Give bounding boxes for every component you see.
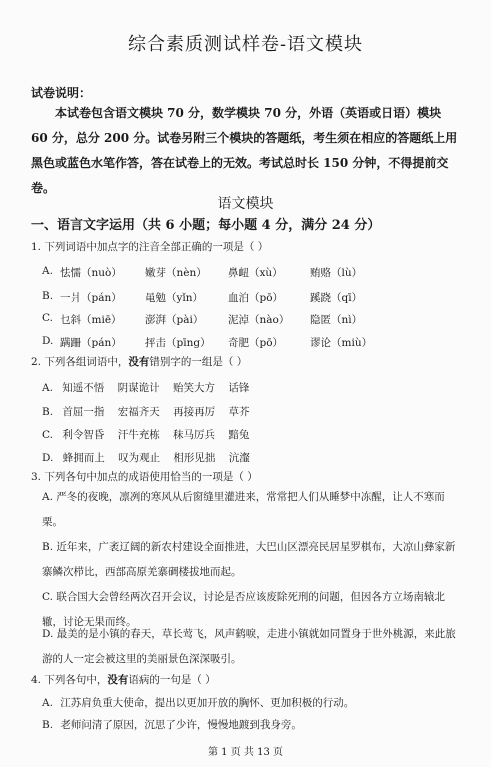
option-item: 嫩芽（nèn）: [145, 267, 207, 279]
question-4-option-b: [42, 717, 302, 732]
stem-emphasis: 没有: [128, 356, 150, 368]
question-4-stem: [31, 673, 216, 687]
option-item: 乜斜（miē）: [60, 314, 122, 326]
question-2-option-c: [42, 427, 249, 442]
question-3-option-d: [42, 622, 462, 672]
option-item: 贿赂（lù）: [310, 267, 363, 279]
option-item: 怯懦（nuò）: [60, 267, 122, 279]
option-item: 谬论（miù）: [310, 337, 373, 349]
option-text: 蜂拥而上 叹为观止 相形见拙 沆瀣: [62, 452, 250, 464]
part-title: 一、语言文字运用（共 6 小题；每小题 4 分，满分 24 分）: [31, 218, 381, 233]
option-text: 利令智昏 汗牛充栋 秣马厉兵 黯兔: [62, 429, 250, 441]
option-text: 江苏肩负重大使命，提出以更加开放的胸怀、更加积极的行动。: [60, 697, 355, 709]
option-text: 老师问清了原因，沉思了少许，慢慢地踱到我身旁。: [60, 719, 302, 731]
option-letter: D.: [42, 452, 54, 464]
stem-text: 2. 下列各组词语中，: [31, 356, 129, 368]
stem-text: 语病的一句是（ ）: [128, 674, 216, 686]
exam-note-label: 试卷说明：: [31, 86, 92, 100]
section-title: 语文模块: [217, 196, 274, 212]
option-text: 首屈一指 宏福齐天 再接再厉 草芥: [62, 406, 250, 418]
option-letter: A.: [42, 491, 53, 503]
option-letter: C.: [42, 429, 53, 441]
option-item: 血泊（pō）: [228, 292, 284, 304]
option-letter: D.: [42, 335, 54, 347]
document-title: 综合素质测试样卷-语文模块: [127, 34, 364, 55]
option-item: 抨击（pīng）: [145, 337, 211, 349]
question-3-option-b: [42, 535, 462, 585]
option-item: 蹒跚（pán）: [60, 337, 122, 349]
option-item: 蹊跷（qī）: [310, 292, 363, 304]
option-letter: C.: [42, 312, 53, 324]
option-item: 泥淖（nào）: [228, 314, 290, 326]
option-letter: A.: [42, 697, 53, 709]
option-item: 隐匿（nì）: [310, 314, 363, 326]
question-1-stem: 1. 下列词语中加点字的注音全部正确的一项是（ ）: [31, 241, 269, 253]
stem-emphasis: 没有: [107, 674, 129, 686]
option-item: 黾勉（yǐn）: [145, 292, 204, 304]
option-letter: C.: [42, 591, 53, 603]
option-letter: B.: [42, 719, 54, 731]
question-3-option-a: [42, 485, 462, 535]
option-letter: A.: [42, 382, 53, 394]
question-2-option-d: [42, 450, 250, 465]
option-item: 鼻衄（xù）: [228, 267, 283, 279]
exam-note: 本试卷包含语文模块 70 分，数学模块 70 分，外语（英语或日语）模块 60 分，总分 200 分。试卷另附三个模块的答题纸，考生须在相应的答题纸上用黑色或蓝色水笔作答，答在试卷上的无效。考试总时长 150 分钟，不得提前交卷。: [31, 106, 458, 195]
option-text: 近年来，广袤辽阔的新农村建设全面推进，大巴山区漂亮民居星罗棋布，大凉山彝家新寨鳞次栉比，西部高原羌寨碉楼拔地而起。: [42, 541, 456, 578]
option-item: 澎湃（pài）: [145, 314, 204, 326]
option-letter: B.: [42, 541, 54, 553]
question-2-option-b: [42, 404, 249, 419]
option-text: 最美的是小镇的春天，草长莺飞，风声鹤唳，走进小镇就如同置身于世外桃源，来此旅游的人一定会被这里的美丽景色深深吸引。: [42, 628, 456, 665]
option-letter: D.: [42, 628, 54, 640]
page-footer: 第 1 页 共 13 页: [208, 747, 283, 758]
stem-text: 4. 下列各句中，: [31, 674, 108, 686]
question-3-stem: 3. 下列各句中加点的成语使用恰当的一项是（ ）: [31, 471, 258, 483]
option-letter: B.: [42, 406, 54, 418]
option-letter: B.: [42, 290, 54, 302]
question-2-stem: [31, 355, 247, 369]
option-text: 联合国大会曾经两次召开会议，讨论是否应该废除死刑的问题，但因各方立场南辕北辙，讨论无果而终。: [42, 591, 445, 628]
option-letter: A.: [42, 265, 53, 277]
stem-text: 错别字的一组是（ ）: [149, 356, 248, 368]
option-item: 奇肥（pō）: [228, 337, 284, 349]
option-text: 知遥不悟 阴谋诡计 贻笑大方 话锋: [62, 382, 250, 394]
option-item: 一爿（pán）: [60, 292, 122, 304]
option-text: 严冬的夜晚，凛冽的寒风从后窗缝里灌进来，常常把人们从睡梦中冻醒，让人不寒而栗。: [42, 491, 445, 528]
question-2-option-a: [42, 380, 249, 395]
question-4-option-a: [42, 695, 354, 710]
